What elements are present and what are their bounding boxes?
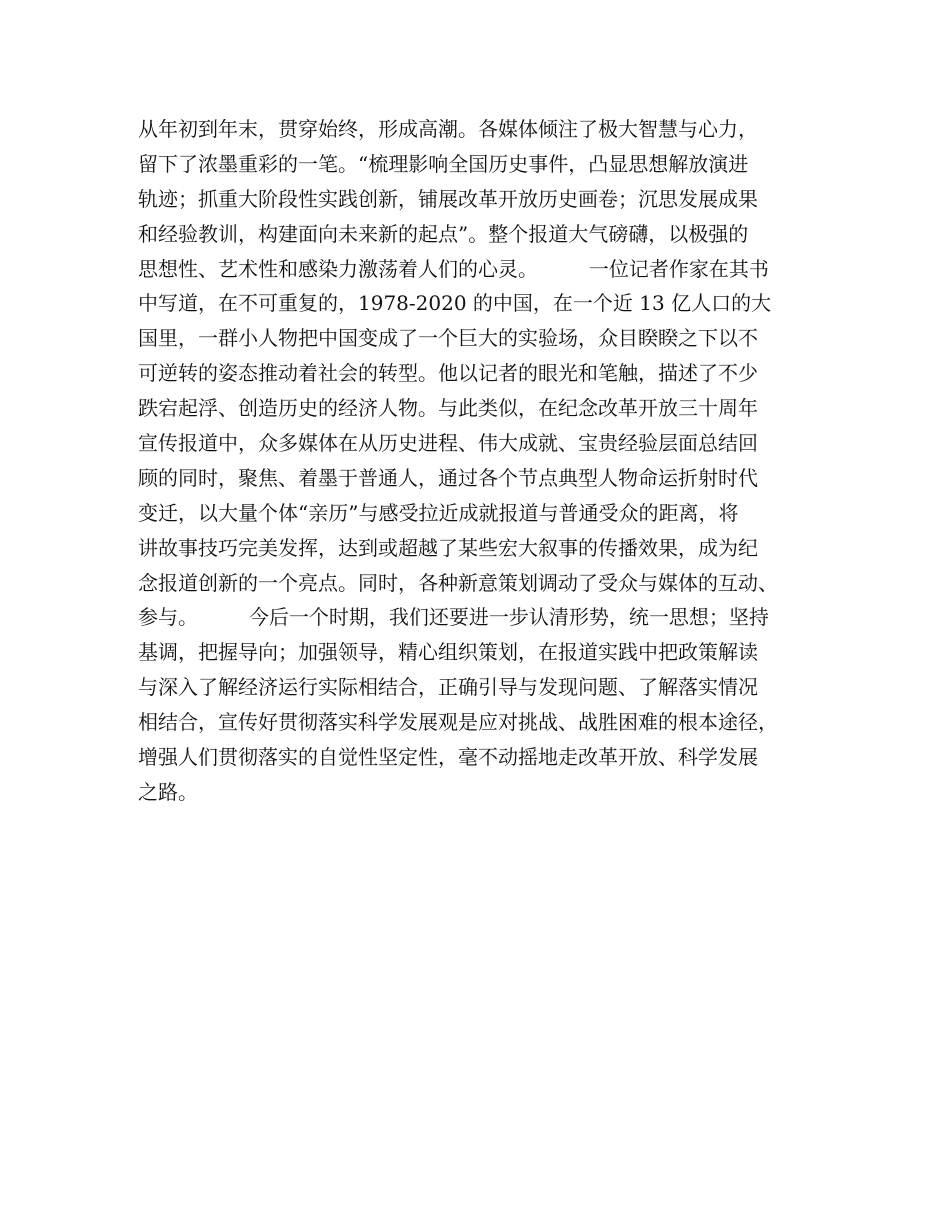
text-line: 跌宕起浮、创造历史的经济人物。与此类似，在纪念改革开放三十周年 [138, 396, 758, 421]
text-line: 相结合，宣传好贯彻落实科学发展观是应对挑战、战胜困难的根本途径， [138, 710, 778, 735]
text-line: 顾的同时，聚焦、着墨于普通人，通过各个节点典型人物命运折射时代 [138, 465, 758, 490]
text-line: 念报道创新的一个亮点。同时，各种新意策划调动了受众与媒体的互动、 [138, 570, 778, 595]
text-line: 和经验教训，构建面向未来新的起点”。整个报道大气磅礴，以极强的 [138, 221, 749, 246]
text-line: 变迁，以大量个体“亲历”与感受拉近成就报道与普通受众的距离，将 [138, 500, 739, 525]
text-line: 轨迹；抓重大阶段性实践创新，铺展改革开放历史画卷；沉思发展成果 [138, 186, 758, 211]
text-line: 思想性、艺术性和感染力激荡着人们的心灵。 一位记者作家在其书 [138, 256, 769, 281]
text-line: 讲故事技巧完美发挥，达到或超越了某些宏大叙事的传播效果，成为纪 [138, 535, 758, 560]
body-text [138, 112, 818, 810]
text-line: 宣传报道中，众多媒体在从历史进程、伟大成就、宝贵经验层面总结回 [138, 431, 758, 456]
text-line: 增强人们贯彻落实的自觉性坚定性，毫不动摇地走改革开放、科学发展 [138, 745, 758, 770]
text-line: 留下了浓墨重彩的一笔。“梳理影响全国历史事件，凸显思想解放演进 [138, 151, 749, 176]
text-line: 与深入了解经济运行实际相结合，正确引导与发现问题、了解落实情况 [138, 675, 758, 700]
text-line: 中写道，在不可重复的，1978-2020 的中国，在一个近 13 亿人口的大 [138, 291, 772, 316]
text-line: 参与。 今后一个时期，我们还要进一步认清形势，统一思想；坚持 [138, 605, 769, 630]
text-line: 国里，一群小人物把中国变成了一个巨大的实验场，众目睽睽之下以不 [138, 326, 758, 351]
text-line: 从年初到年末，贯穿始终，形成高潮。各媒体倾注了极大智慧与心力， [138, 117, 758, 141]
text-line: 基调，把握导向；加强领导，精心组织策划，在报道实践中把政策解读 [138, 640, 758, 665]
text-line: 可逆转的姿态推动着社会的转型。他以记者的眼光和笔触，描述了不少 [138, 361, 758, 386]
text-line: 之路。 [138, 779, 198, 804]
